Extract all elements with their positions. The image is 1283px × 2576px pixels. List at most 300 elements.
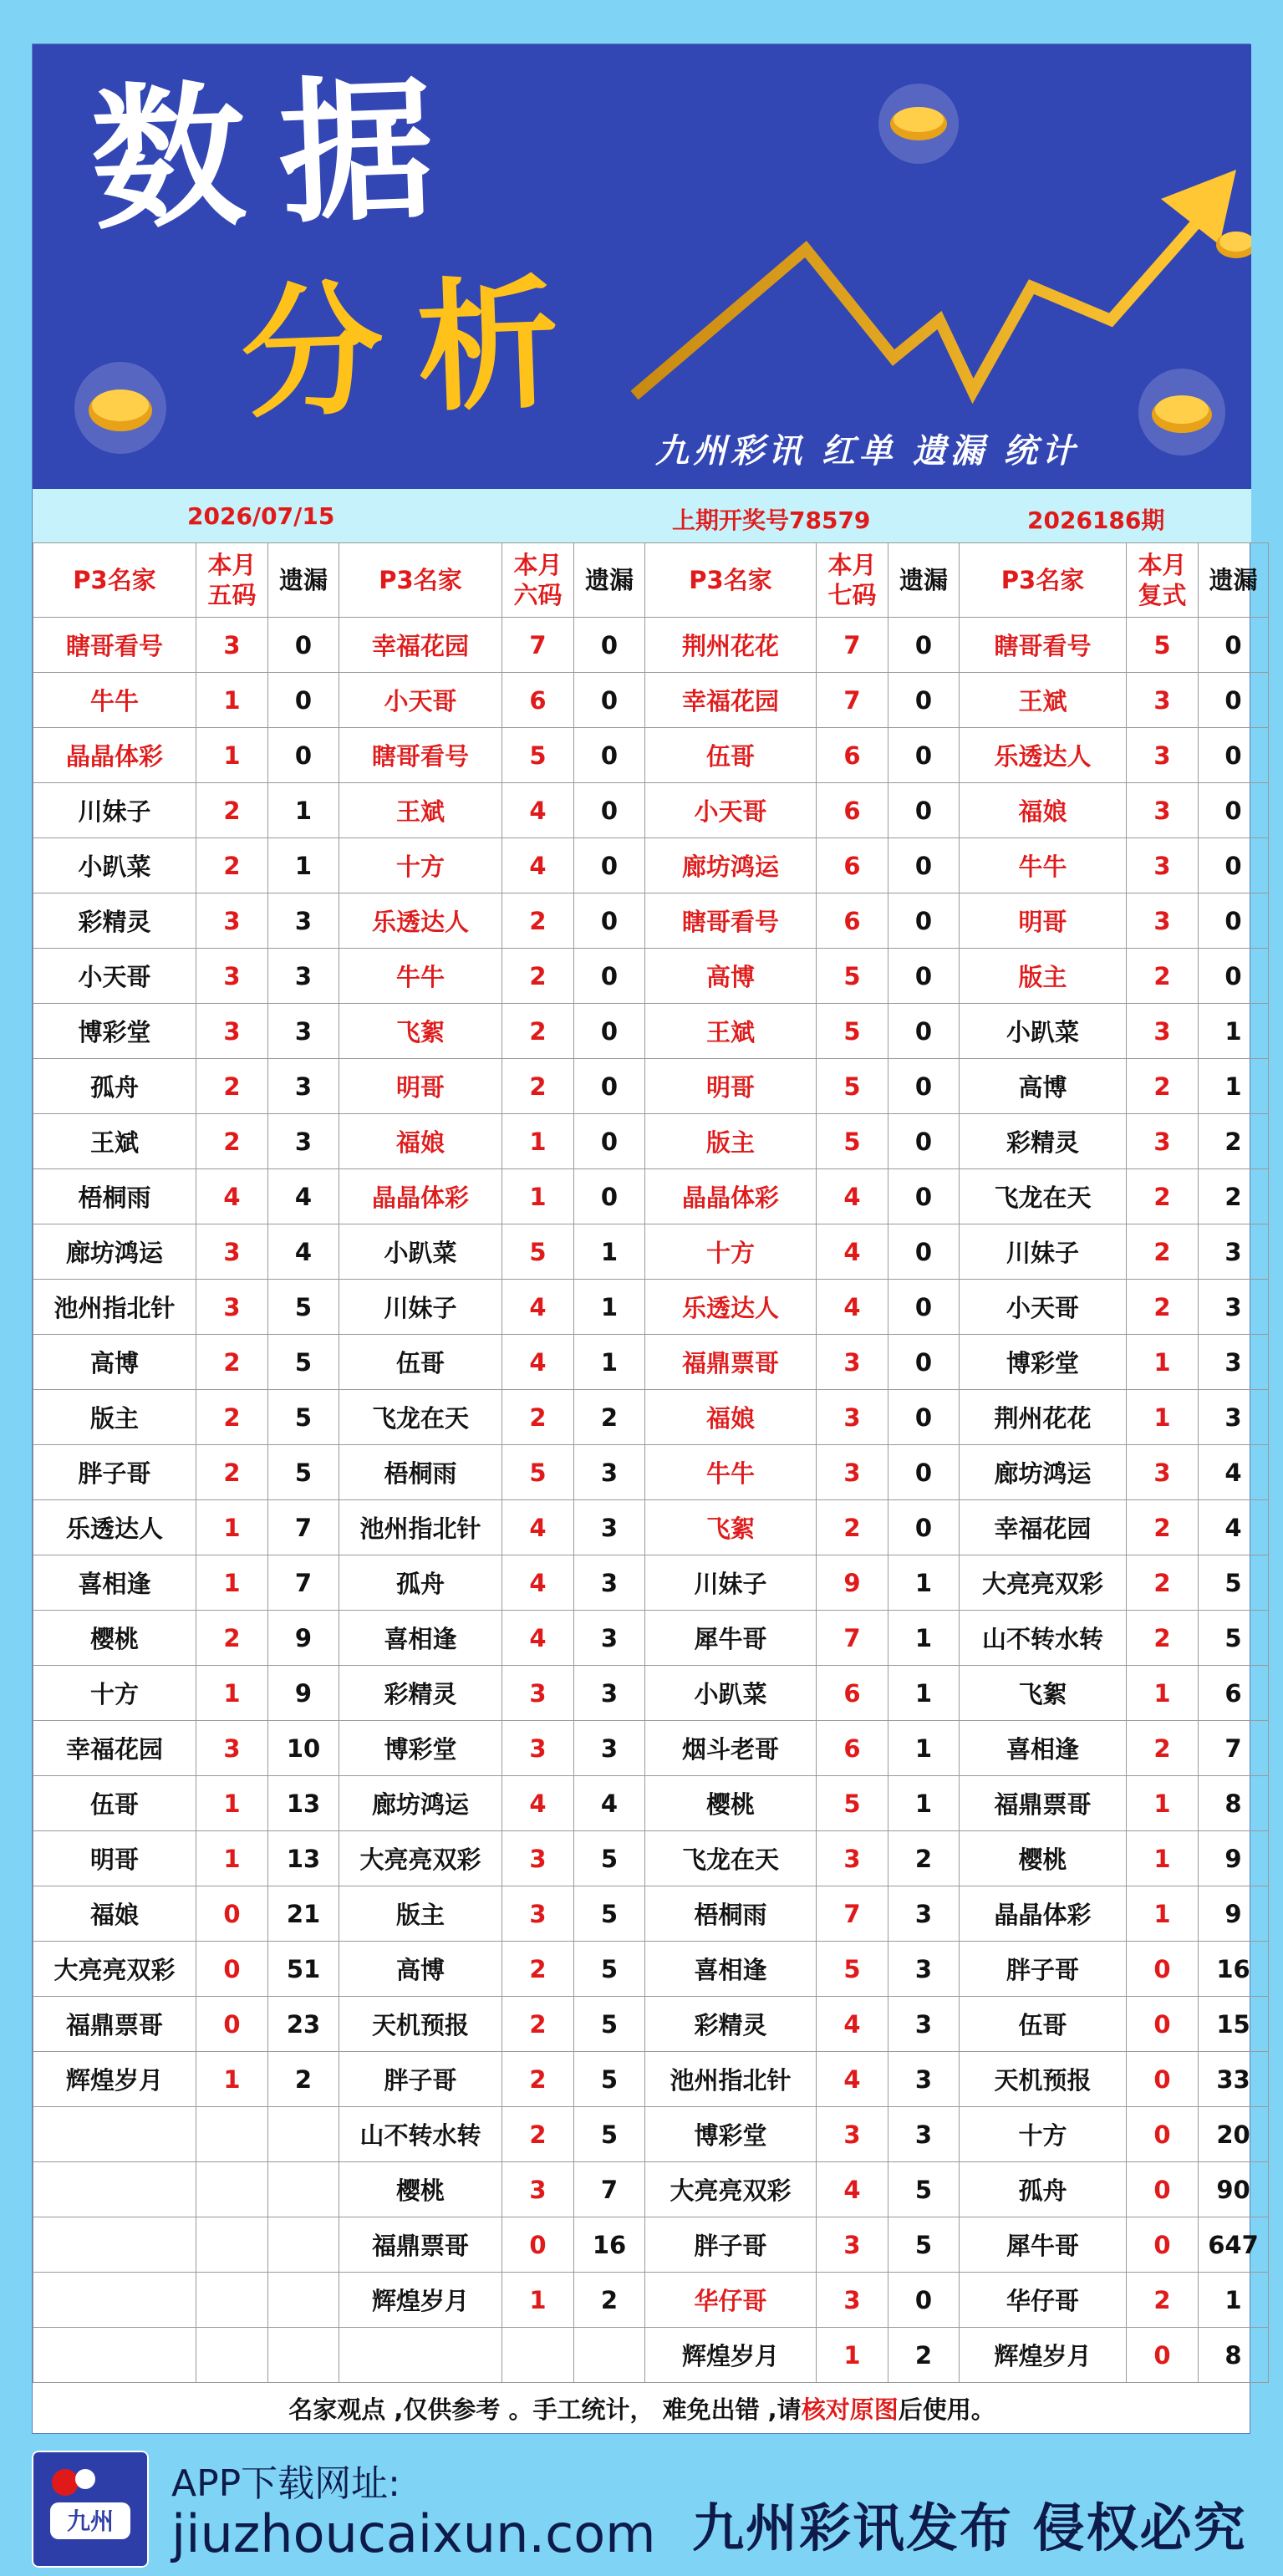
disclaimer-tail: 后使用。 [898,2395,995,2424]
expert-name: 十方 [960,2107,1127,2162]
banner-title-line2: 分析 [238,260,596,439]
hit-count: 2 [1127,2273,1199,2328]
miss-count: 6 [1199,1666,1269,1721]
hit-count [196,2273,268,2328]
banner-subtitle: 九州彩讯 红单 遗漏 统计 [655,432,1079,471]
hit-count: 4 [502,783,574,838]
miss-count: 3 [574,1666,645,1721]
miss-count: 4 [268,1224,339,1280]
miss-count: 1 [888,1611,960,1666]
expert-name: 版主 [33,1390,196,1445]
miss-count: 5 [268,1280,339,1335]
expert-name: 明哥 [645,1059,817,1114]
miss-count: 4 [1199,1445,1269,1500]
expert-name: 王斌 [960,673,1127,728]
miss-count: 3 [888,2107,960,2162]
hit-count: 3 [196,618,268,673]
miss-count: 0 [888,1114,960,1169]
miss-count: 10 [268,1721,339,1776]
expert-name: 瞎哥看号 [33,618,196,673]
hit-count: 3 [817,1445,888,1500]
expert-name: 高博 [339,1942,502,1997]
hit-count: 3 [1127,1114,1199,1169]
hit-count: 2 [196,1611,268,1666]
miss-count: 1 [1199,1004,1269,1059]
expert-name: 胖子哥 [645,2217,817,2273]
hit-count: 3 [1127,728,1199,783]
table-row [33,1555,1269,1611]
expert-name: 伍哥 [33,1776,196,1831]
hit-count: 1 [1127,1335,1199,1390]
table-row [33,1114,1269,1169]
expert-name: 喜相逢 [645,1942,817,1997]
hit-count: 0 [1127,2328,1199,2383]
miss-count: 3 [574,1611,645,1666]
hit-count: 4 [817,1280,888,1335]
expert-name: 小趴菜 [33,838,196,893]
expert-name: 乐透达人 [33,1500,196,1555]
table-row [33,1666,1269,1721]
hit-count: 7 [502,618,574,673]
hit-count: 2 [502,2107,574,2162]
hit-count: 2 [1127,1500,1199,1555]
poster-frame [32,43,1259,2434]
hit-count: 2 [502,1997,574,2052]
table-row [33,1721,1269,1776]
miss-count: 4 [268,1169,339,1224]
table-row [33,1169,1269,1224]
miss-count: 1 [1199,2273,1269,2328]
publisher-notice: 九州彩讯发布 侵权必究 [692,2497,1247,2558]
miss-count: 0 [888,1335,960,1390]
expert-name: 大亮亮双彩 [645,2162,817,2217]
hit-count: 7 [817,1886,888,1942]
coin-icon [1128,362,1236,462]
miss-count: 16 [574,2217,645,2273]
table-row [33,618,1269,673]
expert-name: 彩精灵 [339,1666,502,1721]
hit-count: 2 [196,1335,268,1390]
hit-count: 3 [502,1831,574,1886]
hit-count: 2 [502,1942,574,1997]
app-logo [32,2451,149,2568]
hit-count: 4 [502,1555,574,1611]
miss-count: 5 [574,2107,645,2162]
expert-name: 乐透达人 [339,893,502,949]
hit-count: 0 [502,2217,574,2273]
hit-count: 0 [196,1997,268,2052]
hit-count: 3 [817,2107,888,2162]
expert-name: 荆州花花 [960,1390,1127,1445]
miss-count [268,2328,339,2383]
header-count: 本月 七码 [817,543,888,618]
hit-count: 2 [502,2052,574,2107]
miss-count: 2 [268,2052,339,2107]
expert-name: 小天哥 [960,1280,1127,1335]
hit-count: 1 [1127,1666,1199,1721]
hit-count: 3 [817,1335,888,1390]
expert-name: 十方 [339,838,502,893]
expert-name: 伍哥 [960,1997,1127,2052]
logo-text: 九州 [66,2507,115,2535]
hit-count: 2 [502,1059,574,1114]
table-row [33,1224,1269,1280]
expert-name: 樱桃 [339,2162,502,2217]
hit-count: 3 [817,1390,888,1445]
miss-count: 1 [574,1335,645,1390]
table-row [33,1942,1269,1997]
miss-count: 1 [888,1666,960,1721]
table-row [33,949,1269,1004]
header-count: 本月 六码 [502,543,574,618]
issue-period: 2026186期 [1027,507,1165,534]
miss-count: 5 [888,2217,960,2273]
hit-count: 1 [817,2328,888,2383]
expert-name: 大亮亮双彩 [339,1831,502,1886]
miss-count: 5 [574,1997,645,2052]
hit-count: 3 [817,2217,888,2273]
disclaimer-text: 名家观点 ,仅供参考 。手工统计， 难免出错 ,请 [288,2395,802,2424]
hit-count: 1 [1127,1831,1199,1886]
expert-name: 晶晶体彩 [33,728,196,783]
miss-count: 13 [268,1776,339,1831]
expert-name: 犀牛哥 [645,1611,817,1666]
expert-name: 飞龙在天 [960,1169,1127,1224]
expert-name: 山不转水转 [960,1611,1127,1666]
hit-count: 1 [196,1831,268,1886]
hit-count [196,2328,268,2383]
expert-name: 彩精灵 [645,1997,817,2052]
miss-count: 1 [268,783,339,838]
header-miss: 遗漏 [1199,543,1269,618]
miss-count: 3 [268,1114,339,1169]
miss-count: 0 [574,618,645,673]
expert-name: 王斌 [645,1004,817,1059]
expert-name: 樱桃 [33,1611,196,1666]
hit-count: 6 [817,728,888,783]
expert-name: 飞龙在天 [645,1831,817,1886]
hit-count: 5 [817,1114,888,1169]
hit-count: 3 [817,2273,888,2328]
miss-count: 33 [1199,2052,1269,2107]
expert-name: 福娘 [339,1114,502,1169]
hit-count: 2 [1127,949,1199,1004]
hit-count: 6 [817,838,888,893]
table-row [33,2162,1269,2217]
miss-count: 3 [1199,1335,1269,1390]
miss-count: 1 [574,1280,645,1335]
table-row [33,893,1269,949]
hit-count: 1 [196,1500,268,1555]
expert-name: 明哥 [339,1059,502,1114]
hit-count: 3 [1127,838,1199,893]
table-row [33,1831,1269,1886]
expert-name: 彩精灵 [960,1114,1127,1169]
expert-name: 天机预报 [339,1997,502,2052]
miss-count: 3 [268,949,339,1004]
disclaimer-highlight: 核对原图 [801,2395,899,2424]
coin-icon [66,354,175,462]
hit-count: 4 [502,1611,574,1666]
hit-count: 5 [817,1942,888,1997]
coin-icon [1203,220,1251,270]
expert-name: 王斌 [339,783,502,838]
miss-count: 0 [888,1224,960,1280]
hit-count: 0 [1127,1942,1199,1997]
hit-count: 2 [502,893,574,949]
miss-count: 0 [574,1004,645,1059]
hit-count: 6 [817,893,888,949]
logo-icon [32,2451,149,2568]
miss-count: 0 [574,1169,645,1224]
table-row [33,1335,1269,1390]
hit-count: 3 [1127,893,1199,949]
hit-count: 0 [1127,2162,1199,2217]
hit-count: 2 [196,783,268,838]
expert-name: 福娘 [645,1390,817,1445]
hit-count: 7 [817,673,888,728]
expert-name: 十方 [33,1666,196,1721]
expert-name: 瞎哥看号 [645,893,817,949]
miss-count: 1 [888,1555,960,1611]
expert-name: 牛牛 [645,1445,817,1500]
expert-name: 川妹子 [339,1280,502,1335]
miss-count: 0 [574,673,645,728]
expert-name: 高博 [960,1059,1127,1114]
table-row [33,1886,1269,1942]
expert-name: 辉煌岁月 [33,2052,196,2107]
miss-count: 2 [574,2273,645,2328]
expert-name: 廊坊鸿运 [33,1224,196,1280]
expert-name: 樱桃 [645,1776,817,1831]
hit-count: 4 [817,1169,888,1224]
hit-count: 1 [502,2273,574,2328]
hit-count: 2 [1127,1169,1199,1224]
expert-name: 荆州花花 [645,618,817,673]
expert-name: 天机预报 [960,2052,1127,2107]
hit-count: 2 [502,1390,574,1445]
expert-name: 胖子哥 [339,2052,502,2107]
miss-count: 0 [888,838,960,893]
hit-count: 3 [1127,1004,1199,1059]
miss-count: 3 [268,1059,339,1114]
miss-count: 8 [1199,2328,1269,2383]
expert-name: 博彩堂 [33,1004,196,1059]
miss-count: 21 [268,1886,339,1942]
hit-count: 0 [1127,1997,1199,2052]
hit-count: 1 [196,1776,268,1831]
expert-name: 幸福花园 [960,1500,1127,1555]
table-row [33,2273,1269,2328]
miss-count: 0 [888,2273,960,2328]
hit-count: 2 [1127,1280,1199,1335]
hit-count [502,2328,574,2383]
expert-name: 川妹子 [960,1224,1127,1280]
hit-count: 2 [1127,1611,1199,1666]
hit-count: 5 [817,1059,888,1114]
expert-name: 孤舟 [339,1555,502,1611]
miss-count: 0 [574,838,645,893]
hit-count: 3 [1127,1445,1199,1500]
expert-name [33,2217,196,2273]
hit-count: 5 [502,1224,574,1280]
expert-name: 梧桐雨 [339,1445,502,1500]
miss-count: 0 [574,893,645,949]
hit-count: 3 [1127,673,1199,728]
expert-name: 小天哥 [645,783,817,838]
expert-name: 川妹子 [33,783,196,838]
miss-count: 0 [574,728,645,783]
hit-count: 0 [1127,2052,1199,2107]
hit-count: 3 [502,1721,574,1776]
banner-title-line1: 数据 [88,58,471,252]
hit-count [196,2107,268,2162]
app-download-url[interactable]: jiuzhoucaixun.com [171,2503,656,2564]
hit-count: 3 [196,1224,268,1280]
hit-count: 4 [502,838,574,893]
hit-count: 2 [1127,1224,1199,1280]
hit-count: 4 [196,1169,268,1224]
expert-name: 小趴菜 [339,1224,502,1280]
expert-name: 喜相逢 [339,1611,502,1666]
stats-table [33,542,1269,2383]
miss-count: 0 [1199,949,1269,1004]
issue-date: 2026/07/15 [187,502,335,530]
miss-count: 3 [574,1500,645,1555]
hit-count: 2 [196,838,268,893]
header-count: 本月 复式 [1127,543,1199,618]
miss-count: 0 [888,1280,960,1335]
miss-count: 5 [888,2162,960,2217]
expert-name: 梧桐雨 [33,1169,196,1224]
expert-name: 辉煌岁月 [645,2328,817,2383]
hit-count: 1 [196,2052,268,2107]
expert-name: 小天哥 [339,673,502,728]
table-row [33,2107,1269,2162]
expert-name: 版主 [339,1886,502,1942]
hit-count: 4 [502,1776,574,1831]
miss-count: 8 [1199,1776,1269,1831]
expert-name: 辉煌岁月 [960,2328,1127,2383]
hit-count: 6 [817,783,888,838]
hit-count: 1 [1127,1776,1199,1831]
header-miss: 遗漏 [268,543,339,618]
expert-name: 小趴菜 [960,1004,1127,1059]
expert-name: 乐透达人 [960,728,1127,783]
miss-count: 3 [1199,1390,1269,1445]
hit-count: 2 [196,1059,268,1114]
miss-count: 0 [1199,783,1269,838]
miss-count: 0 [574,783,645,838]
miss-count: 13 [268,1831,339,1886]
miss-count: 1 [888,1776,960,1831]
hit-count: 3 [502,1666,574,1721]
miss-count: 15 [1199,1997,1269,2052]
expert-name [339,2328,502,2383]
header-miss: 遗漏 [574,543,645,618]
hit-count: 9 [817,1555,888,1611]
hit-count: 4 [817,1224,888,1280]
expert-name: 王斌 [33,1114,196,1169]
miss-count: 0 [888,1059,960,1114]
miss-count: 5 [574,1942,645,1997]
table-row [33,728,1269,783]
miss-count: 0 [268,728,339,783]
expert-name: 华仔哥 [645,2273,817,2328]
miss-count: 9 [268,1611,339,1666]
hit-count: 3 [502,1886,574,1942]
miss-count: 3 [1199,1224,1269,1280]
expert-name: 福鼎票哥 [960,1776,1127,1831]
table-row [33,1776,1269,1831]
expert-name: 胖子哥 [33,1445,196,1500]
miss-count: 20 [1199,2107,1269,2162]
expert-name: 高博 [33,1335,196,1390]
expert-name: 胖子哥 [960,1942,1127,1997]
expert-name: 幸福花园 [339,618,502,673]
expert-name: 高博 [645,949,817,1004]
expert-name: 乐透达人 [645,1280,817,1335]
miss-count: 0 [574,1059,645,1114]
miss-count: 0 [888,728,960,783]
expert-name: 辉煌岁月 [339,2273,502,2328]
expert-name: 幸福花园 [645,673,817,728]
hit-count: 3 [196,949,268,1004]
miss-count: 0 [888,949,960,1004]
hit-count: 7 [817,1611,888,1666]
expert-name: 飞龙在天 [339,1390,502,1445]
miss-count [268,2273,339,2328]
hit-count: 2 [196,1390,268,1445]
miss-count: 0 [888,618,960,673]
expert-name: 廊坊鸿运 [339,1776,502,1831]
table-row [33,838,1269,893]
hit-count: 5 [502,728,574,783]
header-name: P3名家 [33,543,196,618]
expert-name: 川妹子 [645,1555,817,1611]
banner [33,44,1251,489]
hit-count: 3 [196,1280,268,1335]
expert-name: 博彩堂 [960,1335,1127,1390]
miss-count: 4 [574,1776,645,1831]
table-row [33,1611,1269,1666]
miss-count: 0 [888,673,960,728]
expert-name: 犀牛哥 [960,2217,1127,2273]
miss-count: 0 [268,618,339,673]
miss-count: 0 [888,1390,960,1445]
miss-count: 0 [888,1004,960,1059]
miss-count: 3 [1199,1280,1269,1335]
expert-name: 池州指北针 [339,1500,502,1555]
miss-count: 0 [888,893,960,949]
hit-count: 4 [817,2162,888,2217]
hit-count: 2 [196,1445,268,1500]
miss-count: 3 [888,2052,960,2107]
expert-name: 牛牛 [339,949,502,1004]
miss-count: 3 [888,1997,960,2052]
expert-name: 大亮亮双彩 [33,1942,196,1997]
miss-count: 3 [888,1886,960,1942]
hit-count: 3 [196,1721,268,1776]
header-count: 本月 五码 [196,543,268,618]
miss-count: 0 [574,949,645,1004]
expert-name: 伍哥 [339,1335,502,1390]
miss-count: 2 [888,1831,960,1886]
miss-count: 5 [574,1831,645,1886]
miss-count: 9 [1199,1831,1269,1886]
expert-name [33,2273,196,2328]
disclaimer [33,2385,1251,2435]
